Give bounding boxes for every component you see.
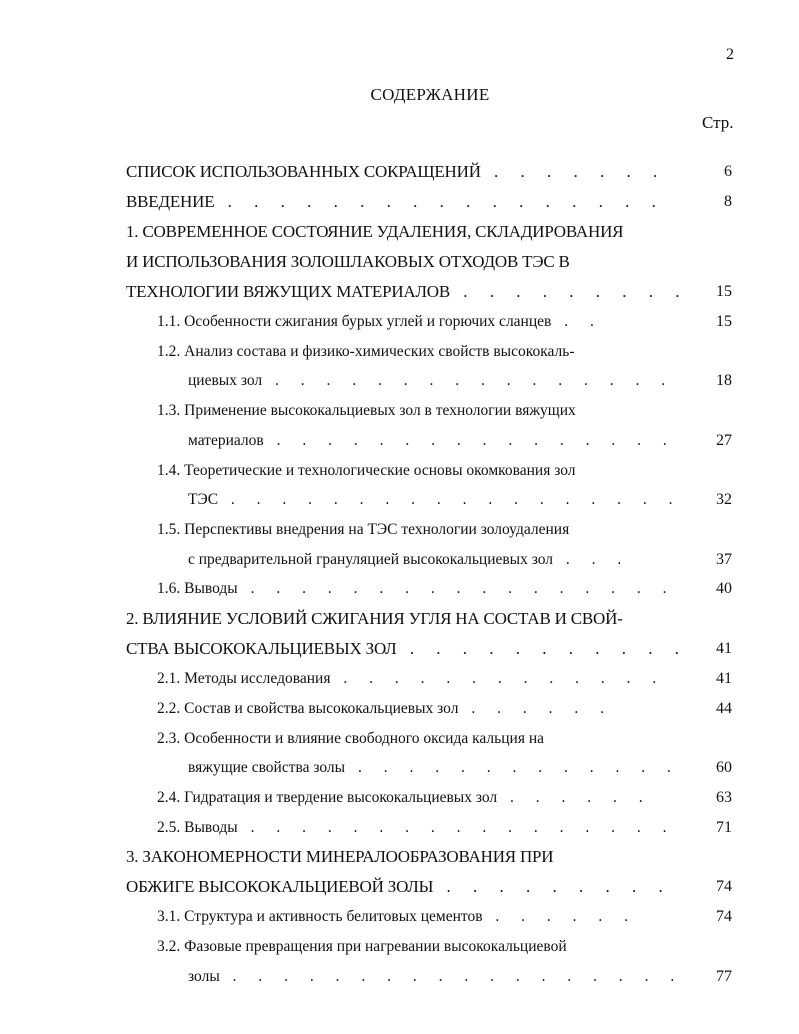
- toc-entry-text: с предварительной грануляцией высококальциевых зол . . .: [188, 551, 631, 568]
- toc-page-number: 6: [724, 163, 732, 180]
- toc-page-number: 74: [716, 908, 732, 925]
- toc-page-number: 74: [716, 878, 732, 895]
- toc-entry-text: ТЕХНОЛОГИИ ВЯЖУЩИХ МАТЕРИАЛОВ . . . . . . . . .: [126, 282, 689, 301]
- page-number: 2: [726, 46, 734, 63]
- toc-page-number: 15: [716, 313, 732, 330]
- toc-page-number: 15: [716, 283, 732, 300]
- toc-entry-text: 3.2. Фазовые превращения при нагревании высококальциевой: [157, 938, 567, 955]
- toc-entry-text: 2.2. Состав и свойства высококальциевых зол . . . . . .: [157, 700, 613, 717]
- toc-entry-text: 1.1. Особенности сжигания бурых углей и горючих сланцев . .: [157, 313, 603, 330]
- toc-page-number: 44: [716, 700, 732, 717]
- toc-entry-text: 3. ЗАКОНОМЕРНОСТИ МИНЕРАЛООБРАЗОВАНИЯ ПРИ: [126, 847, 554, 866]
- toc-entry-text: циевых зол . . . . . . . . . . . . . . . .: [188, 372, 675, 389]
- toc-page-number: 37: [716, 551, 732, 568]
- toc-entry-text: 2.5. Выводы . . . . . . . . . . . . . . . . .: [157, 819, 676, 836]
- toc-entry-text: материалов . . . . . . . . . . . . . . . .: [188, 432, 676, 449]
- toc-entry-text: 2. ВЛИЯНИЕ УСЛОВИЙ СЖИГАНИЯ УГЛЯ НА СОСТАВ И СВОЙ-: [126, 609, 623, 628]
- toc-entry-text: 1.3. Применение высококальциевых зол в технологии вяжущих: [157, 402, 576, 419]
- toc-page-number: 8: [724, 193, 732, 210]
- toc-page-number: 77: [716, 968, 732, 985]
- toc-page-number: 71: [716, 819, 732, 836]
- page-column-label: Стр.: [702, 113, 734, 132]
- toc-entry-text: 3.1. Структура и активность белитовых цементов . . . . . .: [157, 908, 638, 925]
- toc-entry-text: ОБЖИГЕ ВЫСОКОКАЛЬЦИЕВОЙ ЗОЛЫ . . . . . . . . .: [126, 877, 672, 896]
- toc-entry-text: золы . . . . . . . . . . . . . . . . . .: [188, 968, 684, 985]
- toc-entry-text: 1.4. Теоретические и технологические основы окомкования зол: [157, 462, 576, 479]
- page-title: СОДЕРЖАНИЕ: [370, 85, 490, 104]
- toc-page-number: 41: [716, 640, 732, 657]
- toc-page-number: 41: [716, 670, 732, 687]
- toc-entry-text: ВВЕДЕНИЕ . . . . . . . . . . . . . . . . .: [126, 192, 665, 211]
- toc-entry-text: СТВА ВЫСОКОКАЛЬЦИЕВЫХ ЗОЛ . . . . . . . . . . .: [126, 639, 689, 658]
- toc-entry-text: 1.6. Выводы . . . . . . . . . . . . . . . . .: [157, 580, 676, 597]
- toc-page-number: 63: [716, 789, 732, 806]
- toc-entry-text: 2.3. Особенности и влияние свободного оксида кальция на: [157, 730, 545, 747]
- toc-entry-text: 2.4. Гидратация и твердение высококальциевых зол . . . . . .: [157, 789, 652, 806]
- toc-entry-text: 1.5. Перспективы внедрения на ТЭС технологии золоудаления: [157, 521, 570, 538]
- toc-page-number: 32: [716, 491, 732, 508]
- toc-entry-text: ТЭС . . . . . . . . . . . . . . . . . .: [188, 491, 682, 508]
- toc-page-number: 40: [716, 580, 732, 597]
- toc-page-number: 60: [716, 759, 732, 776]
- toc-entry-text: 1. СОВРЕМЕННОЕ СОСТОЯНИЕ УДАЛЕНИЯ, СКЛАДИРОВАНИЯ: [126, 222, 624, 241]
- toc-page-number: 18: [716, 372, 732, 389]
- toc-entry-text: И ИСПОЛЬЗОВАНИЯ ЗОЛОШЛАКОВЫХ ОТХОДОВ ТЭС В: [126, 252, 570, 271]
- toc-entry-text: 2.1. Методы исследования . . . . . . . . . . . . .: [157, 670, 666, 687]
- toc-entry-text: 1.2. Анализ состава и физико-химических свойств высококаль-: [157, 343, 575, 360]
- toc-entry-text: вяжущие свойства золы . . . . . . . . . . . . .: [188, 759, 680, 776]
- toc-page-number: 27: [716, 432, 732, 449]
- toc-entry-text: СПИСОК ИСПОЛЬЗОВАННЫХ СОКРАЩЕНИЙ . . . . . . .: [126, 162, 667, 181]
